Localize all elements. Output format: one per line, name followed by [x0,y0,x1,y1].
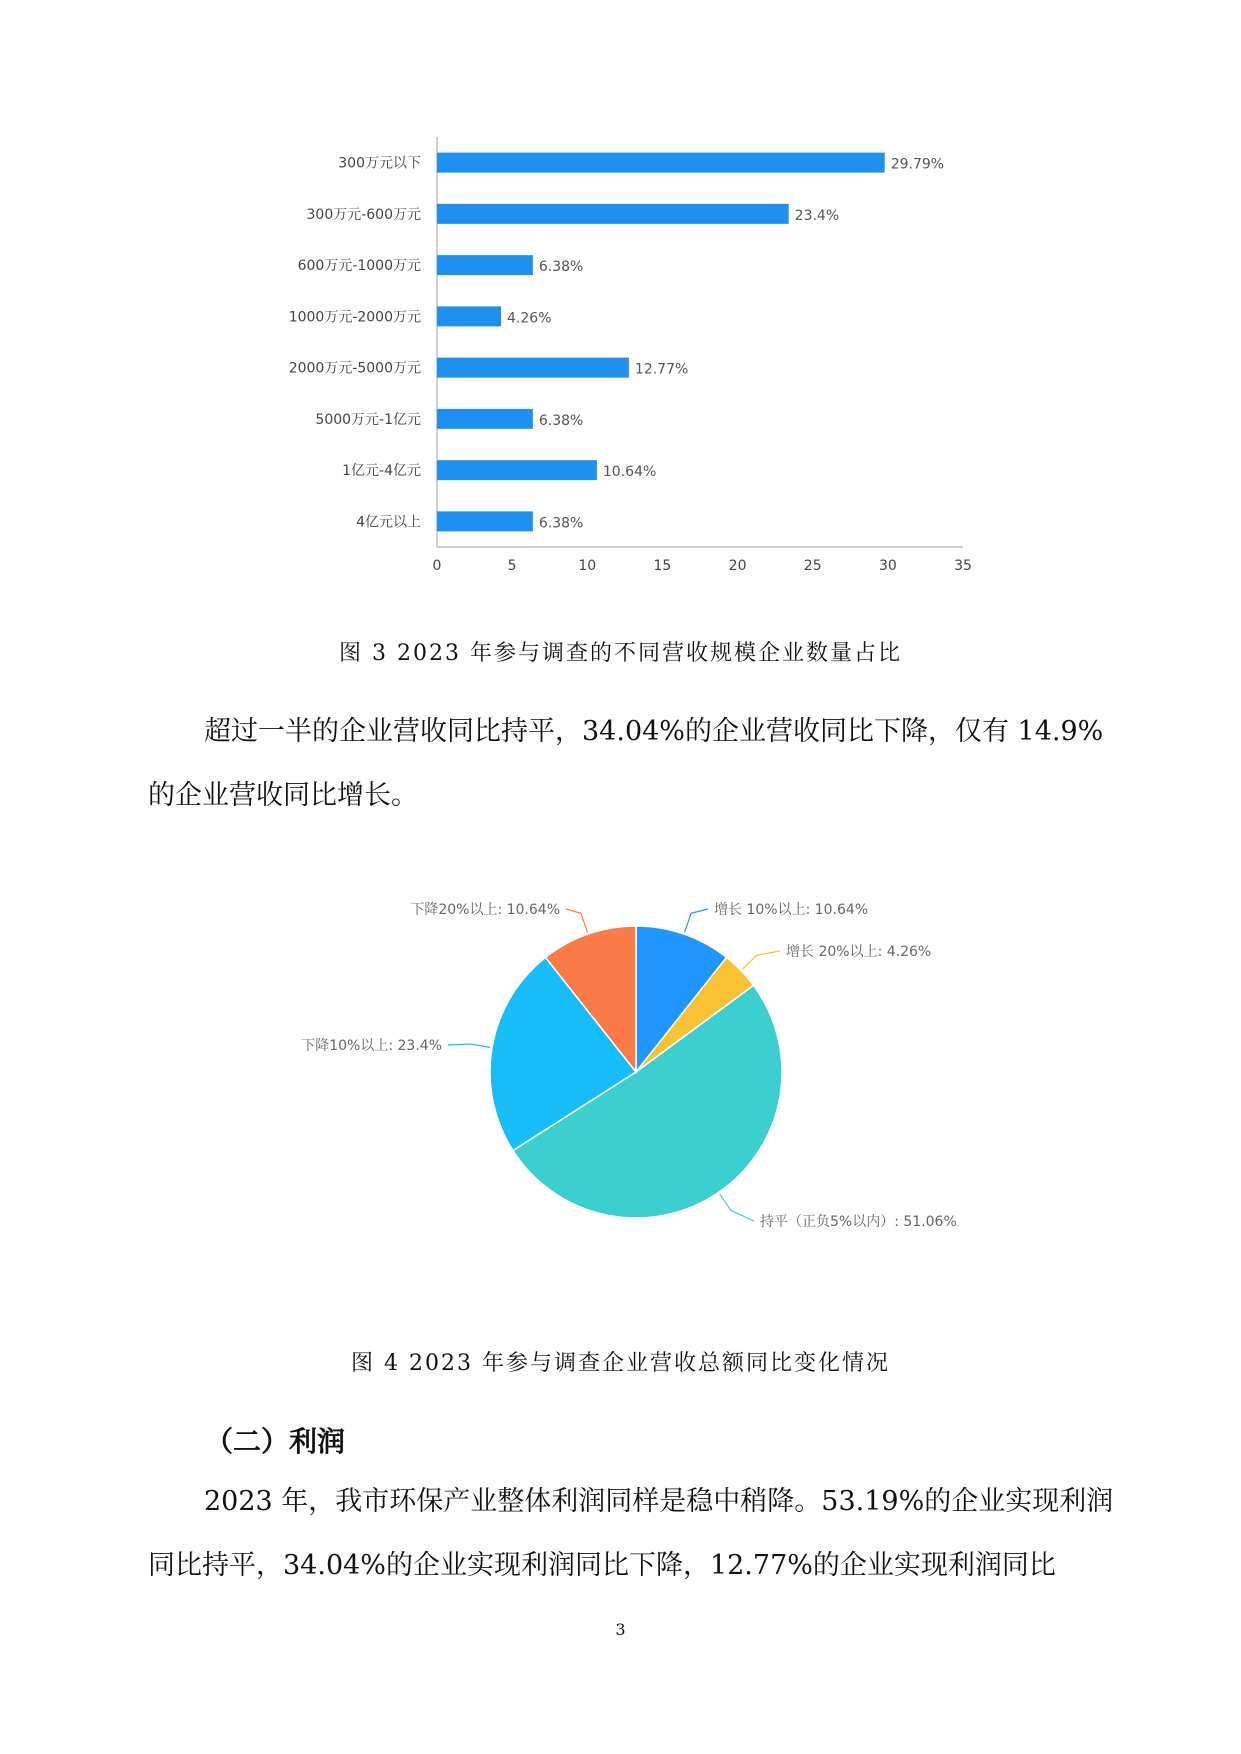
leader-line [448,1044,490,1047]
leader-line [566,909,587,932]
data-label: 10.64% [602,464,657,481]
figure-3-caption: 图 3 2023 年参与调查的不同营收规模企业数量占比 [339,641,902,666]
bar [437,204,789,224]
paragraph-profit: 2023 年，我市环保产业整体利润同样是稳中稍降。53.19%的企业实现利润同比持平，34.04%的企业实现利润同比下降，12.77%的企业实现利润同比 [148,1486,1114,1581]
x-tick-label: 35 [954,558,972,574]
x-tick-label: 25 [803,558,822,574]
data-label: 6.38% [538,412,584,429]
category-label: 4亿元以上 [356,514,421,531]
pie-chart [0,860,1241,1280]
paragraph-revenue: 超过一半的企业营收同比持平，34.04%的企业营收同比下降，仅有 14.9%的企业营收同比增长。 [148,716,1104,811]
bar-chart [0,0,1241,600]
category-label: 300万元-600万元 [306,206,421,223]
leader-line [720,1194,754,1221]
x-tick-label: 0 [432,558,442,574]
category-label: 1000万元-2000万元 [288,309,421,326]
bar [437,306,501,326]
data-label: 4.26% [507,310,552,327]
section-heading: （二）利润 [205,1425,346,1458]
x-tick-label: 10 [578,558,597,574]
leader-line [742,951,780,969]
x-tick-label: 15 [653,558,672,574]
page-number: 3 [615,1620,626,1639]
pie-data-label: 持平（正负5%以内）: 51.06% [760,1214,957,1230]
data-label: 6.38% [538,515,584,532]
leader-line [685,909,708,932]
figure-4-caption: 图 4 2023 年参与调查企业营收总额同比变化情况 [351,1351,890,1376]
pie-data-label: 下降10%以上: 23.4% [301,1038,442,1054]
data-label: 12.77% [634,361,689,378]
bar [437,153,885,173]
x-tick-label: 20 [728,558,747,574]
category-label: 600万元-1000万元 [297,258,421,275]
x-tick-label: 5 [507,558,517,574]
category-label: 2000万元-5000万元 [288,360,421,377]
data-label: 6.38% [538,259,584,276]
pie-data-label: 增长 20%以上: 4.26% [786,944,932,960]
bar [437,255,533,275]
bar [437,409,533,429]
bar [437,460,597,480]
bar [437,511,533,531]
bar [437,358,629,378]
x-tick-label: 30 [878,558,897,574]
category-label: 1亿元-4亿元 [342,463,421,480]
category-label: 300万元以下 [338,155,421,172]
data-label: 23.4% [794,207,840,224]
pie-data-label: 下降20%以上: 10.64% [410,902,560,918]
pie-data-label: 增长 10%以上: 10.64% [714,902,869,918]
category-label: 5000万元-1亿元 [315,411,421,428]
data-label: 29.79% [890,156,945,173]
